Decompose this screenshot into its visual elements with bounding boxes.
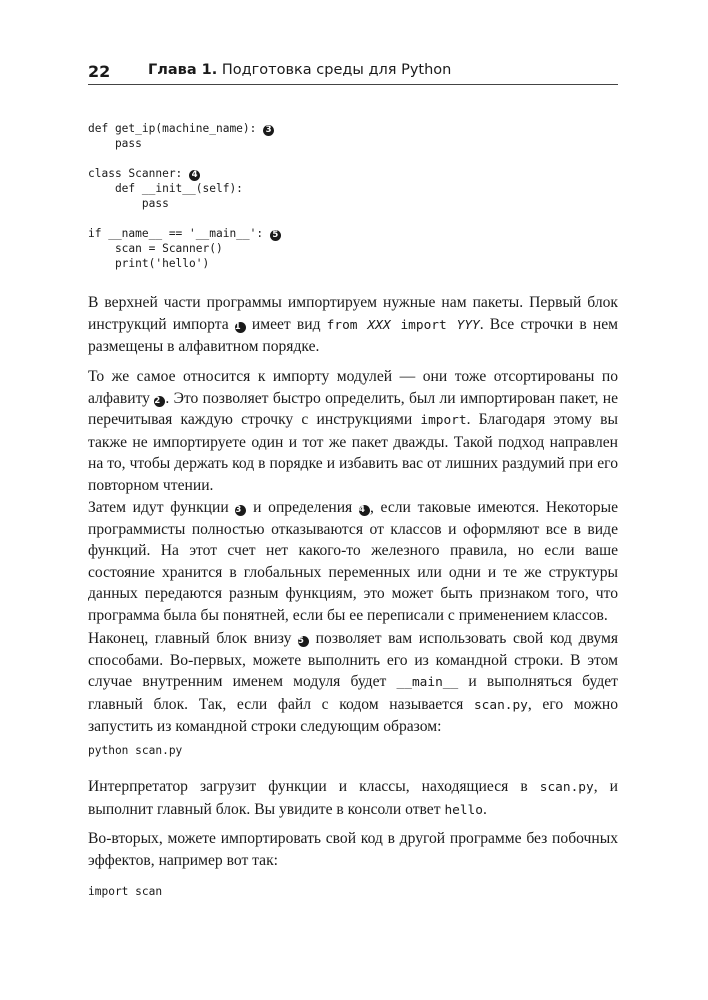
code-placeholder-xxx: XXX: [367, 317, 391, 333]
paragraph-import-usage: [88, 828, 618, 871]
code-line: pass: [88, 197, 169, 210]
running-title: [148, 62, 451, 78]
callout-3-icon: 3: [235, 505, 246, 516]
code-line: def get_ip(machine_name):: [88, 122, 264, 135]
page-header: [88, 62, 618, 82]
callout-5-icon: 5: [298, 636, 309, 647]
text: . Все строчки в нем размещены в алфавитном порядке.: [88, 315, 618, 356]
code-from: from: [326, 317, 368, 333]
code-line: class Scanner:: [88, 167, 190, 180]
callout-3-icon: 3: [263, 125, 274, 136]
inline-code: hello: [444, 802, 483, 818]
code-line: import scan: [88, 885, 163, 898]
text: , его можно запустить из командной строки следующим образом:: [88, 695, 618, 736]
text: и определения: [246, 499, 359, 516]
paragraph-functions: [88, 497, 618, 627]
callout-4-icon: 4: [189, 170, 200, 181]
code-line: pass: [88, 137, 142, 150]
header-rule: [88, 84, 618, 85]
callout-5-icon: 5: [270, 230, 281, 241]
chapter-label: Глава 1.: [148, 62, 218, 78]
paragraph-interpreter: [88, 776, 618, 821]
text: То же самое относится к импорту модулей — они тоже отсортированы по алфавиту: [88, 368, 618, 407]
paragraph-main-block: [88, 628, 618, 738]
code-run-command: [88, 743, 182, 758]
paragraph-imports: [88, 292, 618, 358]
text: , если таковые имеются. Некоторые программисты полностью отказываются от классов и оформляют все в виде функций. На этот счет нет какого-то железного правила, но если ваше состояние хранится в глобальных переменных или одни и те же структуры данных передаются разным функциям, это может быть признаком того, что программа была бы понятней, если бы ее переписали с применением классов.: [88, 499, 618, 624]
chapter-title: Подготовка среды для Python: [221, 62, 452, 78]
code-line: if __name__ == '__main__':: [88, 227, 270, 240]
callout-1-icon: 1: [235, 322, 246, 333]
callout-4-icon: 4: [359, 505, 370, 516]
text: Интерпретатор загрузит функции и классы, находящиеся в: [88, 778, 540, 795]
code-import: import: [390, 317, 457, 333]
inline-code: scan.py: [539, 780, 594, 795]
inline-code: __main__: [396, 675, 459, 691]
inline-code: scan.py: [473, 697, 528, 713]
paragraph-modules: [88, 366, 618, 497]
callout-2-icon: 2: [154, 396, 165, 407]
text: позволяет вам использовать свой код двумя способами. Во-первых, можете выполнить его из командной строки. В этом случае внутренним именем модуля будет: [88, 630, 618, 691]
code-line: print('hello'): [88, 257, 210, 270]
text: . Благодаря этому вы также не импортируете один и тот же пакет дважды. Такой подход направлен на то, чтобы держать код в порядке и избавить вас от лишних раздумий при его повторном чтении.: [88, 411, 618, 494]
text: .: [482, 800, 487, 818]
code-line: python scan.py: [88, 744, 183, 757]
text: , и выполнит главный блок. Вы увидите в консоли ответ: [88, 778, 618, 818]
text: В верхней части программы импортируем нужные нам пакеты. Первый блок инструкций импорта: [88, 294, 618, 333]
inline-code: import: [420, 413, 467, 429]
text: . Это позволяет быстро определить, был ли импортирован пакет, не перечитывая каждую строчку с инструкциями: [88, 389, 618, 429]
text: Затем идут функции: [88, 499, 236, 516]
text: имеет вид: [245, 315, 327, 333]
code-listing-scanner: [88, 121, 281, 271]
inline-code: [327, 318, 480, 333]
text: Наконец, главный блок внизу: [88, 630, 299, 647]
text: Во-вторых, можете импортировать свой код в другой программе без побочных эффектов, например вот так:: [88, 830, 618, 869]
code-placeholder-yyy: YYY: [456, 317, 480, 333]
code-import-scan: [88, 884, 162, 899]
code-line: def __init__(self):: [88, 182, 243, 195]
code-line: scan = Scanner(): [88, 242, 223, 255]
text: и выполняться будет главный блок. Так, если файл с кодом называется: [88, 673, 618, 713]
page-number: 22: [88, 62, 111, 81]
